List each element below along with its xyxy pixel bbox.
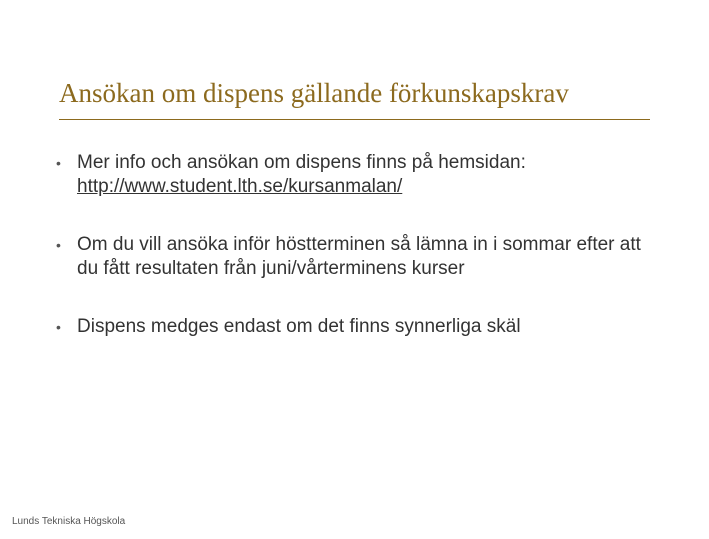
- bullet-text: Mer info och ansökan om dispens finns på hemsidan:: [77, 152, 526, 173]
- bullet-text: Om du vill ansöka inför höstterminen så lämna in i sommar efter att du fått resultaten från juni/vårterminens kurser: [77, 234, 641, 279]
- title-divider: [59, 119, 650, 120]
- bullet-item-autumn-term: [56, 233, 666, 281]
- footer-institution: Lunds Tekniska Högskola: [12, 516, 126, 527]
- slide-title: Ansökan om dispens gällande förkunskapskrav: [59, 78, 569, 108]
- kursanmalan-link[interactable]: http://www.student.lth.se/kursanmalan/: [77, 176, 403, 197]
- bullet-text: Dispens medges endast om det finns synnerliga skäl: [77, 316, 521, 337]
- bullet-list: [56, 151, 666, 339]
- bullet-marker: •: [56, 319, 61, 335]
- bullet-item-info: [56, 151, 666, 199]
- bullet-marker: •: [56, 237, 61, 253]
- bullet-marker: •: [56, 155, 61, 171]
- bullet-item-exemption: [56, 315, 666, 339]
